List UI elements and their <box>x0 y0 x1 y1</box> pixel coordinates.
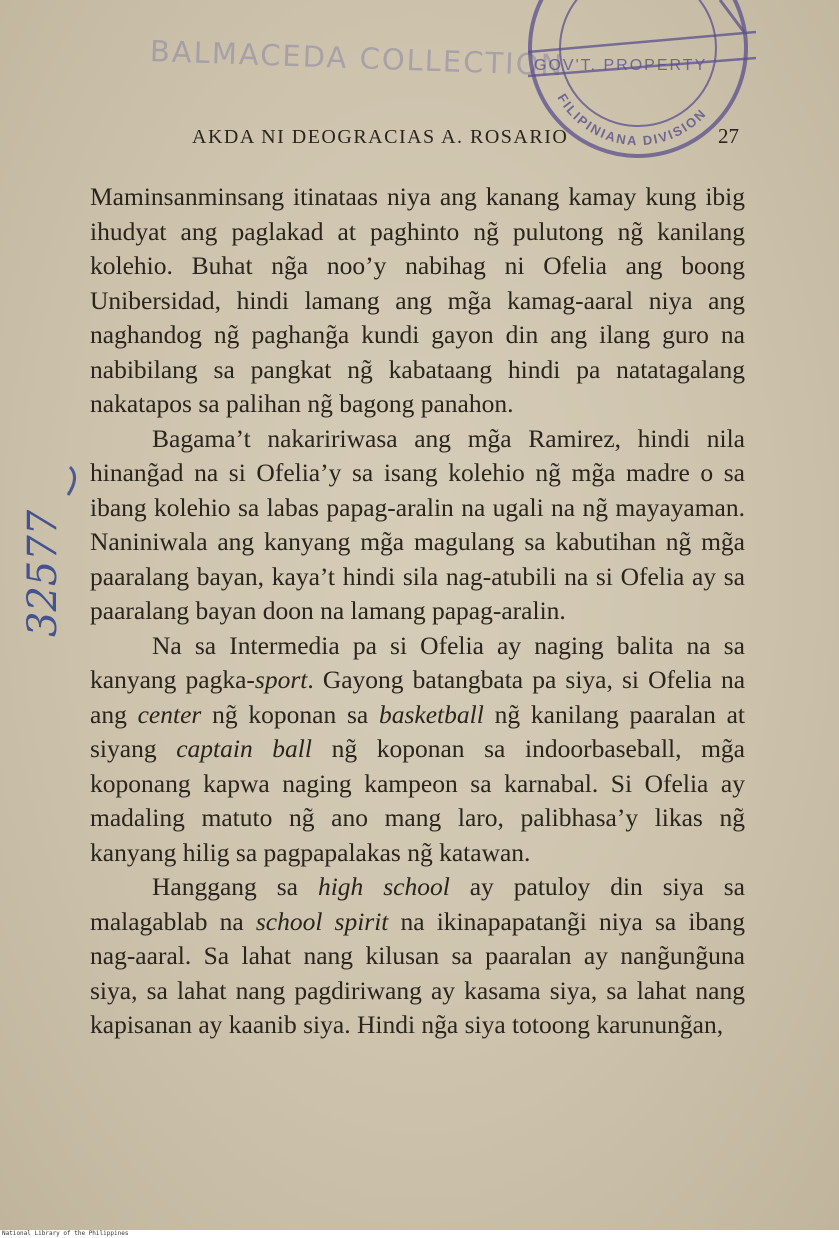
text-run: . Gayong batangbata pa siya, si Ofelia na ang <box>90 665 746 729</box>
text-run: na ikinapapatang̃i niya sa ibang nag-aaral. Sa lahat nang kilusan sa paaralan ay nang̃ung̃una siya, sa lahat nang pagdiriwang ay kasama siya, sa lahat nang kapisanan ay kaanib siya. Hindi ng̃a siya totoong karunung̃an, <box>90 906 745 1039</box>
italic-term: basketball <box>379 699 484 729</box>
paragraph-1: Maminsanminsang itinataas niya ang kanang kamay kung ibig ihudyat ang paglakad at paghinto ng̃ pulutong ng̃ kanilang kolehio. Buhat ng̃a noo’y nabihag ni Ofelia ang boong Unibersidad, hindi lamang ang mg̃a kamag-aaral niya ang naghandog ng̃ paghang̃a kundi gayon din ang ilang guro na nabibilang sa pangkat ng̃ kabataang hindi pa natatagalang nakatapos sa palihan ng̃ bagong panahon. <box>90 182 745 418</box>
paragraph-2: Bagama’t nakaririwasa ang mg̃a Ramirez, hindi nila hinang̃ad na si Ofelia’y sa isang kolehio ng̃ mg̃a madre o sa ibang kolehio sa labas papag-aralin na ugali na ng̃ mayayaman. Naniniwala ang kanyang mg̃a magulang sa kabutihan ng̃ mg̃a paaralang bayan, kaya’t hindi sila nag-atubili na si Ofelia ay sa paaralang bayan doon na lamang papag-aralin. <box>90 423 745 625</box>
handwritten-accession-number <box>10 455 90 645</box>
text-run: ng̃ kanilang paaralan at siyang <box>90 699 745 763</box>
italic-term: center <box>137 699 202 729</box>
italic-term: captain ball <box>176 734 312 763</box>
handwritten-number-text: 32577 <box>20 509 66 637</box>
text-run: ay patuloy din siya sa malagablab na <box>90 872 745 936</box>
body-text <box>90 180 745 1043</box>
text-run: Na sa Intermedia pa si Ofelia ay naging balita na sa kanyang pagka- <box>90 630 745 694</box>
collection-stamp: BALMACEDA COLLECTION <box>149 34 565 83</box>
italic-term: high school <box>317 872 450 901</box>
seal-bottom-text: FILIPINIANA DIVISION <box>554 90 710 149</box>
page-number: 27 <box>718 124 739 148</box>
running-head: AKDA NI DEOGRACIAS A. ROSARIO <box>192 126 569 148</box>
paragraph-4 <box>90 870 745 1043</box>
seal-top-text: GOV'T. PROPERTY <box>534 57 708 74</box>
italic-term: sport <box>254 665 308 694</box>
text-run: ng̃ koponan sa <box>201 699 379 729</box>
text-run: ng̃ koponan sa indoorbaseball, mg̃a koponang kapwa naging kampeon sa karnabal. Si Ofelia ay madaling matuto ng̃ ano mang laro, palibhasa’y likas ng̃ kanyang hilig sa pagpapalakas ng̃ katawan. <box>90 734 746 867</box>
text-run: Hanggang sa <box>152 872 318 901</box>
footer-credit: National Library of the Philippines <box>2 1230 129 1237</box>
paragraph-3 <box>90 629 745 871</box>
italic-term: school spirit <box>255 906 389 936</box>
